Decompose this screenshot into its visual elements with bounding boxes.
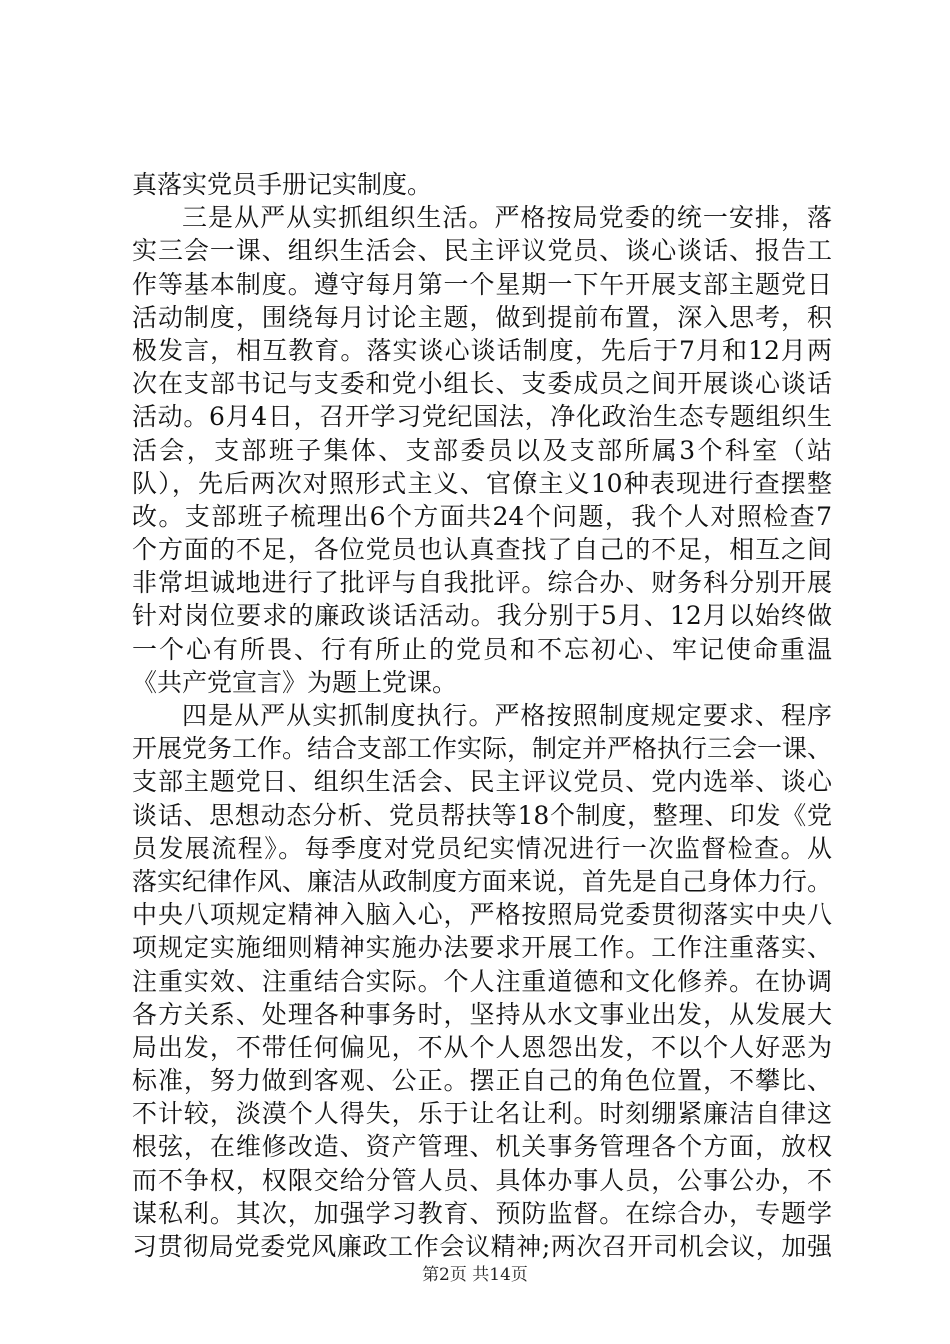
text-line: 活动制度，围绕每月讨论主题，做到提前布置，深入思考，积 — [132, 302, 832, 332]
text-line: 局出发，不带任何偏见，不从个人恩怨出发，不以个人好恶为 — [132, 1032, 832, 1062]
page-footer: 第2页 共14页 — [422, 1265, 528, 1285]
text-line: 而不争权，权限交给分管人员、具体办事人员，公事公办，不 — [132, 1165, 832, 1195]
text-line: 谋私利。其次，加强学习教育、预防监督。在综合办，专题学 — [132, 1198, 832, 1228]
text-line: 标准，努力做到客观、公正。摆正自己的角色位置，不攀比、 — [132, 1066, 832, 1096]
text-line: 改。支部班子梳理出6个方面共24个问题，我个人对照检查7 — [132, 501, 832, 531]
text-line: 活动。6月4日，召开学习党纪国法，净化政治生态专题组织生 — [132, 402, 832, 432]
text-line: 四是从严从实抓制度执行。严格按照制度规定要求、程序 — [182, 701, 832, 730]
text-line: 项规定实施细则精神实施办法要求开展工作。工作注重落实、 — [132, 933, 832, 963]
text-line: 注重实效、注重结合实际。个人注重道德和文化修养。在协调 — [132, 966, 832, 996]
text-line: 谈话、思想动态分析、党员帮扶等18个制度，整理、印发《党 — [132, 800, 832, 830]
text-line: 活会，支部班子集体、支部委员以及支部所属3个科室（站 — [132, 435, 832, 465]
text-line: 支部主题党日、组织生活会、民主评议党员、党内选举、谈心 — [132, 767, 832, 797]
text-line: 非常坦诚地进行了批评与自我批评。综合办、财务科分别开展 — [132, 568, 832, 598]
body-text — [132, 168, 832, 1263]
text-line: 不计较，淡漠个人得失，乐于让名让利。时刻绷紧廉洁自律这 — [132, 1099, 832, 1129]
text-line: 针对岗位要求的廉政谈话活动。我分别于5月、12月以始终做 — [132, 601, 832, 631]
text-line: 一个心有所畏、行有所止的党员和不忘初心、牢记使命重温 — [132, 634, 832, 664]
text-line: 《共产党宣言》为题上党课。 — [132, 667, 458, 697]
text-line: 落实纪律作风、廉洁从政制度方面来说，首先是自己身体力行。 — [132, 866, 833, 896]
text-line: 实三会一课、组织生活会、民主评议党员、谈心谈话、报告工 — [132, 236, 832, 266]
text-line: 开展党务工作。结合支部工作实际，制定并严格执行三会一课、 — [132, 734, 833, 764]
text-line: 极发言，相互教育。落实谈心谈话制度，先后于7月和12月两 — [132, 335, 832, 365]
text-line: 中央八项规定精神入脑入心，严格按照局党委贯彻落实中央八 — [132, 900, 832, 930]
text-line: 真落实党员手册记实制度。 — [132, 170, 433, 199]
text-line: 各方关系、处理各种事务时，坚持从水文事业出发，从发展大 — [132, 999, 832, 1029]
text-line: 三是从严从实抓组织生活。严格按局党委的统一安排，落 — [182, 203, 832, 233]
text-line: 次在支部书记与支委和党小组长、支委成员之间开展谈心谈话 — [132, 369, 832, 399]
text-line: 根弦，在维修改造、资产管理、机关事务管理各个方面，放权 — [132, 1132, 832, 1162]
text-line: 员发展流程》。每季度对党员纪实情况进行一次监督检查。从 — [132, 833, 832, 863]
text-line: 习贯彻局党委党风廉政工作会议精神;两次召开司机会议，加强 — [132, 1232, 832, 1261]
text-line: 个方面的不足，各位党员也认真查找了自己的不足，相互之间 — [132, 535, 832, 565]
text-line: 作等基本制度。遵守每月第一个星期一下午开展支部主题党日 — [132, 269, 832, 299]
text-line: 队），先后两次对照形式主义、官僚主义10种表现进行查摆整 — [132, 468, 832, 498]
